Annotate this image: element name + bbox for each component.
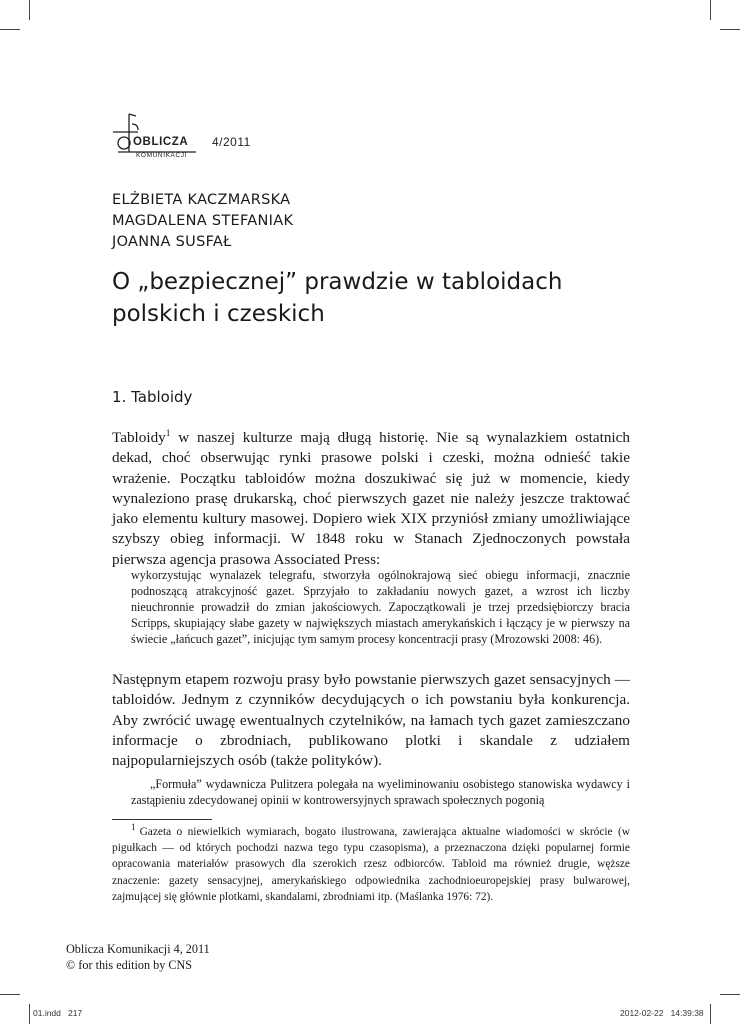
crop-mark [720,994,740,995]
journal-logo-mark [112,112,202,160]
block-quote: „Formuła” wydawnicza Pulitzera polegała na wyeliminowaniu osobistego stanowiska wydawcy i zastąpieniu zdecydowanej opinii w kontrowersyjnych sprawach społecznych pogonią [131,777,630,808]
edition-info [66,941,210,973]
svg-text:OBLICZA: OBLICZA [133,136,189,148]
copyright-line: © for this edition by CNS [66,958,193,972]
slug-file: 01.indd 217 [33,1008,83,1018]
body-paragraph: Następnym etapem rozwoju prasy było powstanie pierwszych gazet sensacyjnych — tabloidów. Jednym z czynników decydujących o ich powstaniu była konkurencja. Aby zwrócić uwagę ewentualnych czytelników, na łamach tych gazet zamieszczano informacje o zbrodniach, publikowano plotki i skandale z udziałem najpopularniejszych osób (także polityków). [112,671,630,770]
author-name: JOANNA SUSFAŁ [112,234,232,250]
author-name: MAGDALENA STEFANIAK [112,213,294,229]
title-line: polskich i czeskich [112,301,325,327]
crop-mark [0,994,20,995]
crop-mark [710,1004,711,1024]
crop-mark [710,0,711,20]
issue-number: 4/2011 [212,135,251,149]
block-quote: wykorzystując wynalazek telegrafu, stworzyła ogólnokrajową sieć obiegu informacji, znacznie podnoszącą atrakcyjność gazet. Sprzyjało to zakładaniu nowych gazet, a wzrost ich liczby nieuchronnie prowadził do zmian jakościowych. Zapoczątkowali je trzej przedsiębiorczy bracia Scripps, skupiający słabe gazety w największych miastach amerykańskich i łączący je w pierwszy na świecie „łańcuch gazet”, inicjując tym samym procesy koncentracji prasy (Mrozowski 2008: 46). [131,568,630,647]
footnote-reference: 1 [165,428,171,439]
crop-mark [0,29,20,30]
crop-mark [720,29,740,30]
body-paragraph [112,428,630,570]
svg-text:KOMUNIKACJI: KOMUNIKACJI [136,152,188,159]
crop-mark [29,0,30,20]
section-heading: 1. Tabloidy [112,388,193,406]
article-title [112,266,632,330]
edition-line: Oblicza Komunikacji 4, 2011 [66,942,210,956]
footnote-number: 1 [131,822,136,833]
paragraph-lead: Tabloidy [112,429,166,446]
journal-logo [112,112,202,160]
title-line: O „bezpiecznej” prawdzie w tabloidach [112,269,563,295]
footnote-rule [112,819,212,820]
paragraph-text: w naszej kulturze mają długą historię. Nie są wynalazkiem ostatnich dekad, choć obserwując rynki prasowe polski i czeski, można odnieść takie wrażenie. Początku tabloidów można doszukiwać się już w momencie, kiedy wynaleziono prasę drukarską, choć pierwszych gazet nie należy jeszcze traktować jako elementu kultury masowej. Dopiero wiek XIX przyniósł zmiany umożliwiające szybszy obieg informacji. W 1848 roku w Stanach Zjednoczonych powstała pierwsza agencja prasowa Associated Press: [112,429,630,568]
slug-timestamp: 2012-02-22 14:39:38 [620,1008,704,1018]
footnote-text: Gazeta o niewielkich wymiarach, bogato ilustrowana, zawierająca aktualne wiadomości w skrócie (w pigułkach — od których pochodzi nazwa tego typu czasopisma), a przeznaczona dzięki popularnej formie opracowania materiałów prasowych dla szerokich rzesz odbiorców. Tabloid ma również drugie, węższe znaczenie: gazety sensacyjnej, amerykańskiego odpowiednika zachodnioeuropejskiej prasy bulwarowej, zajmującej się głównie plotkami, skandalami, zbrodniami itp. (Maślanka 1976: 72). [112,826,630,903]
crop-mark [29,1004,30,1024]
authors-block [112,190,293,253]
author-name: ELŻBIETA KACZMARSKA [112,192,291,208]
footnote [112,824,630,905]
